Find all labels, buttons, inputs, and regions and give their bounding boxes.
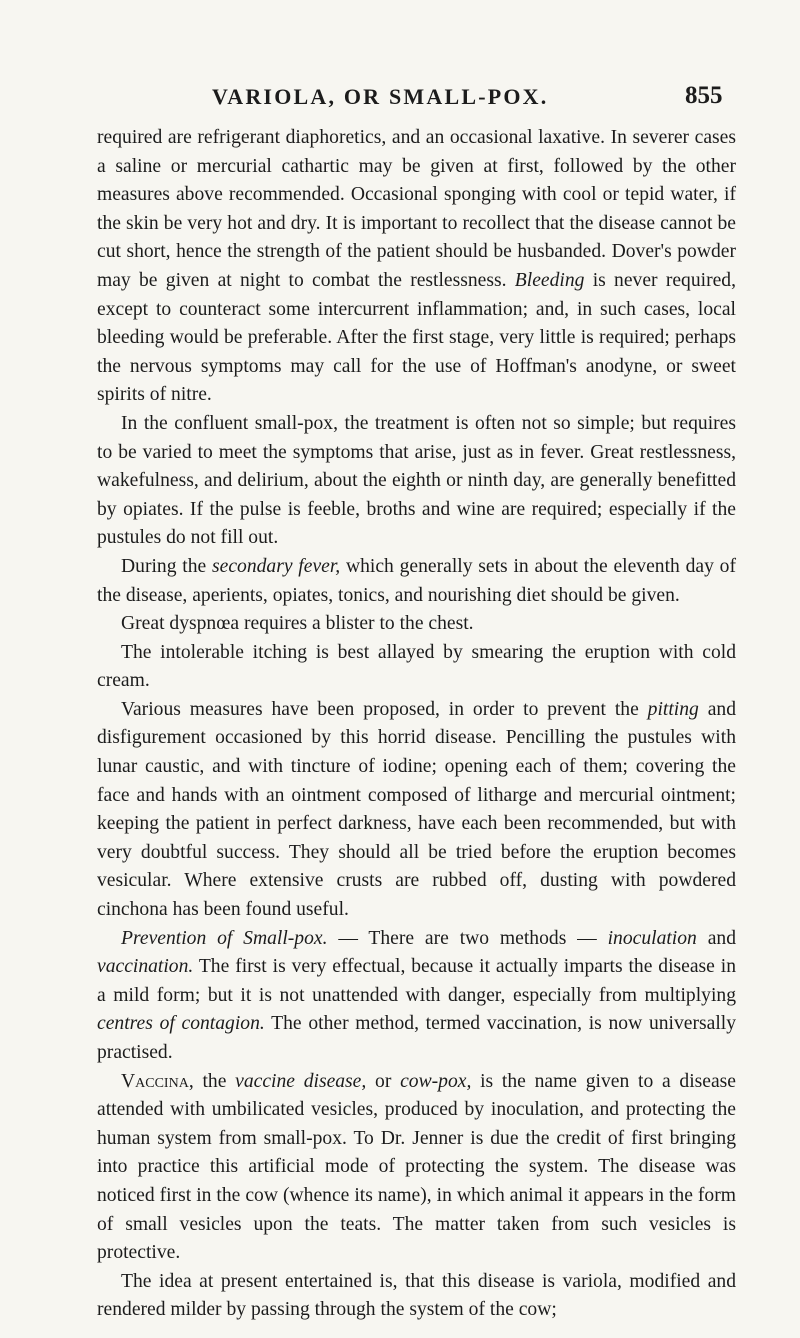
paragraph-6: Various measures have been proposed, in order to prevent the pitting and disfigurement occasioned by this horrid disease. Pencilling the pustules with lunar caustic, and with tincture of iodine; opening each of them; covering the face and hands with an ointment composed of litharge and mercurial ointment; keeping the patient in perfect darkness, have each been recommended, but with very doubtful success. They should all be tried before the eruption becomes vesicular. Where extensive crusts are rubbed off, dusting with powdered cinchona has been found useful. <box>97 698 736 921</box>
page-header <box>0 84 800 114</box>
paragraph-5: The intolerable itching is best allayed by smearing the eruption with cold cream. <box>97 641 736 692</box>
running-head: VARIOLA, OR SMALL-POX. <box>212 84 549 109</box>
body-text <box>97 124 736 1325</box>
paragraph-3: During the secondary fever, which generally sets in about the eleventh day of the disease, aperients, opiates, tonics, and nourishing diet should be given. <box>97 555 736 606</box>
page-number: 855 <box>685 82 723 109</box>
paragraph-4: Great dyspnœa requires a blister to the chest. <box>121 613 474 635</box>
paragraph-9: The idea at present entertained is, that this disease is variola, modified and rendered milder by passing through the system of the cow; <box>97 1270 736 1321</box>
paragraph-1: required are refrigerant diaphoretics, and an occasional laxative. In severer cases a saline or mercurial cathartic may be given at first, followed by the other measures above recommended. Occasional sponging with cool or tepid water, if the skin be very hot and dry. It is important to recollect that the disease cannot be cut short, hence the strength of the patient should be husbanded. Dover's powder may be given at night to combat the restlessness. Bleeding is never required, except to counteract some intercurrent inflammation; and, in such cases, local bleeding would be preferable. After the first stage, very little is required; perhaps the nervous symptoms may call for the use of Hoffman's anodyne, or sweet spirits of nitre. <box>97 127 737 406</box>
paragraph-8: Vaccina, the vaccine disease, or cow-pox, is the name given to a disease attended with umbilicated vesicles, produced by inoculation, and protecting the human system from small-pox. To Dr. Jenner is due the credit of first bringing into practice this artificial mode of protecting the system. The disease was noticed first in the cow (whence its name), in which animal it appears in the form of small vesicles upon the teats. The matter taken from such vesicles is protective. <box>97 1070 736 1264</box>
paragraph-2: In the confluent small-pox, the treatment is often not so simple; but requires to be varied to meet the symptoms that arise, just as in fever. Great restlessness, wakefulness, and delirium, about the eighth or ninth day, are generally benefitted by opiates. If the pulse is feeble, broths and wine are required; especially if the pustules do not fill out. <box>97 412 736 549</box>
paragraph-7: Prevention of Small-pox. — There are two methods — inoculation and vaccination. The first is very effectual, because it actually imparts the disease in a mild form; but it is not unattended with danger, especially from multiplying centres of contagion. The other method, termed vaccination, is now universally practised. <box>97 927 737 1063</box>
